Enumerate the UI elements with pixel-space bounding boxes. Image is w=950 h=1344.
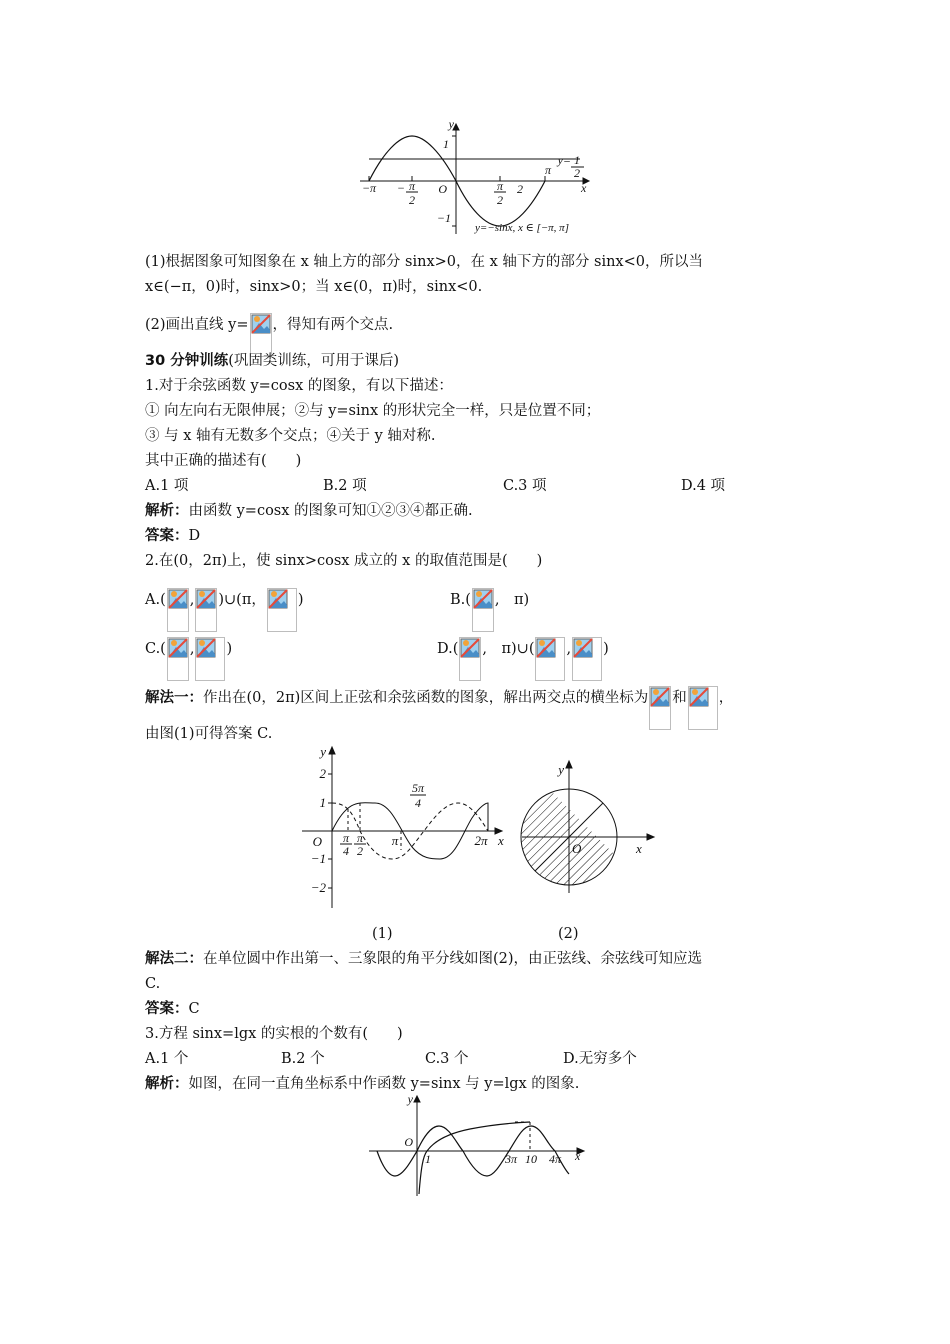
- fig-caption-2: (2): [558, 926, 579, 942]
- y-label: y: [448, 118, 454, 131]
- formula-image-placeholder: [535, 637, 565, 681]
- x-label: x: [498, 833, 504, 848]
- q1-answer: 答案：D: [145, 528, 201, 544]
- figure-sin-cos: [300, 738, 515, 914]
- line-label-den: 2: [574, 166, 580, 180]
- formula-image-placeholder: [472, 588, 494, 632]
- tick-neg-pi2-den: 2: [409, 193, 415, 207]
- formula-image-placeholder: [167, 588, 189, 632]
- p1-line1: (1)根据图象可知图象在 x 轴上方的部分 sinx>0，在 x 轴下方的部分 sinx<0，所以当: [145, 254, 703, 270]
- formula-image-placeholder: [195, 637, 225, 681]
- formula-image-placeholder: [267, 588, 297, 632]
- q2-option-a: A.( , )∪(π， ): [145, 588, 304, 632]
- tick-3pi: 3π: [504, 1152, 518, 1166]
- formula-image-placeholder: [195, 588, 217, 632]
- formula-image-placeholder: [167, 637, 189, 681]
- origin-label: O: [572, 841, 582, 856]
- q3-option-d: D.无穷多个: [563, 1051, 637, 1067]
- tick-5pi4-num: 5π: [411, 781, 425, 795]
- tick-2: 2: [319, 766, 326, 781]
- q1-option-b: B.2 项: [323, 478, 367, 494]
- q1-analysis: 解析：由函数 y=cosx 的图象可知①②③④都正确.: [145, 503, 473, 519]
- tick-4pi: 4π: [548, 1152, 562, 1166]
- tick-neg1: −1: [310, 851, 326, 866]
- fig-caption-1: (1): [372, 926, 393, 942]
- figure-unit-circle: [512, 758, 662, 898]
- tick-1: 1: [425, 1152, 431, 1166]
- tick-pi2-num: π: [496, 179, 504, 193]
- tick-pi4-den: 4: [343, 844, 349, 858]
- tick-10: 10: [525, 1152, 537, 1166]
- q3-stem: 3.方程 sinx=lgx 的实根的个数有( ): [145, 1026, 403, 1042]
- curve-label: y=−sinx, x ∈ [−π, π]: [475, 222, 569, 234]
- q1-stem: 1.对于余弦函数 y=cosx 的图象，有以下描述：: [145, 378, 453, 394]
- figure-neg-sine: [355, 118, 605, 240]
- q3-option-a: A.1 个: [145, 1051, 189, 1067]
- line-label-num: 1: [574, 153, 580, 167]
- q2-option-b: B.( , π): [450, 588, 529, 632]
- x-label: x: [581, 181, 587, 195]
- formula-image-placeholder: [688, 686, 718, 730]
- origin-label: O: [438, 182, 447, 196]
- q1-option-a: A.1 项: [145, 478, 189, 494]
- q1-desc2: ③ 与 x 轴有无数多个交点；④关于 y 轴对称.: [145, 428, 436, 444]
- p1-line3: (2)画出直线 y= ，得知有两个交点.: [145, 313, 393, 357]
- q1-desc1: ① 向左向右无限伸展；②与 y=sinx 的形状完全一样，只是位置不同；: [145, 403, 601, 419]
- q2-method1-line2: 由图(1)可得答案 C.: [145, 726, 273, 742]
- q3-option-b: B.2 个: [281, 1051, 325, 1067]
- q3-option-c: C.3 个: [425, 1051, 469, 1067]
- tick-neg-sign: −: [396, 181, 405, 195]
- tick-pi2-den: 2: [497, 193, 503, 207]
- formula-image-placeholder: [649, 686, 671, 730]
- tick-pi: π: [391, 833, 399, 848]
- tick-5pi4-den: 4: [415, 796, 421, 810]
- y-label: y: [558, 762, 564, 777]
- q2-stem: 2.在(0，2π)上，使 sinx>cosx 成立的 x 的取值范围是( ): [145, 553, 543, 569]
- formula-image-placeholder: [572, 637, 602, 681]
- q2-method2: 解法二：在单位圆中作出第一、三象限的角平分线如图(2)，由正弦线、余弦线可知应选: [145, 951, 703, 967]
- x-label: x: [575, 1149, 581, 1163]
- figure-sin-lg: [365, 1088, 590, 1200]
- formula-image-placeholder: [459, 637, 481, 681]
- origin-label: O: [312, 834, 322, 849]
- tick-neg1: −1: [436, 211, 451, 225]
- p1-line2: x∈(−π，0)时，sinx>0；当 x∈(0，π)时，sinx<0.: [145, 279, 483, 295]
- tick-1: 1: [319, 795, 326, 810]
- line-label-prefix: y=: [557, 153, 571, 167]
- section-title: 30 分钟训练(巩固类训练，可用于课后): [145, 353, 400, 369]
- tick-two: 2: [517, 182, 523, 196]
- tick-pi4-num: π: [342, 831, 350, 845]
- tick-2pi: 2π: [474, 833, 488, 848]
- tick-neg-pi2-num: π: [408, 179, 416, 193]
- tick-pi2-num: π: [356, 831, 364, 845]
- q2-method1: 解法一：作出在(0，2π)区间上正弦和余弦函数的图象，解出两交点的横坐标为 和 ，: [145, 686, 733, 730]
- q2-option-c: C.( , ): [145, 637, 232, 681]
- q2-option-d: D.( , π)∪( , ): [437, 637, 609, 681]
- q2-answer: 答案：C: [145, 1001, 200, 1017]
- y-label: y: [320, 744, 326, 759]
- tick-neg2: −2: [310, 880, 326, 895]
- origin-label: O: [404, 1135, 413, 1149]
- x-label: x: [636, 841, 642, 856]
- tick-pi2-den: 2: [357, 844, 363, 858]
- y-label: y: [407, 1092, 413, 1106]
- q3-analysis: 解析：如图，在同一直角坐标系中作函数 y=sinx 与 y=lgx 的图象.: [145, 1076, 580, 1092]
- q1-option-c: C.3 项: [503, 478, 547, 494]
- q1-ask: 其中正确的描述有( ): [145, 453, 302, 469]
- q1-option-d: D.4 项: [681, 478, 726, 494]
- tick-1: 1: [443, 137, 449, 151]
- tick-pi: π: [544, 163, 552, 177]
- q2-method2-line2: C.: [145, 976, 161, 992]
- tick-neg-pi: −π: [361, 181, 377, 195]
